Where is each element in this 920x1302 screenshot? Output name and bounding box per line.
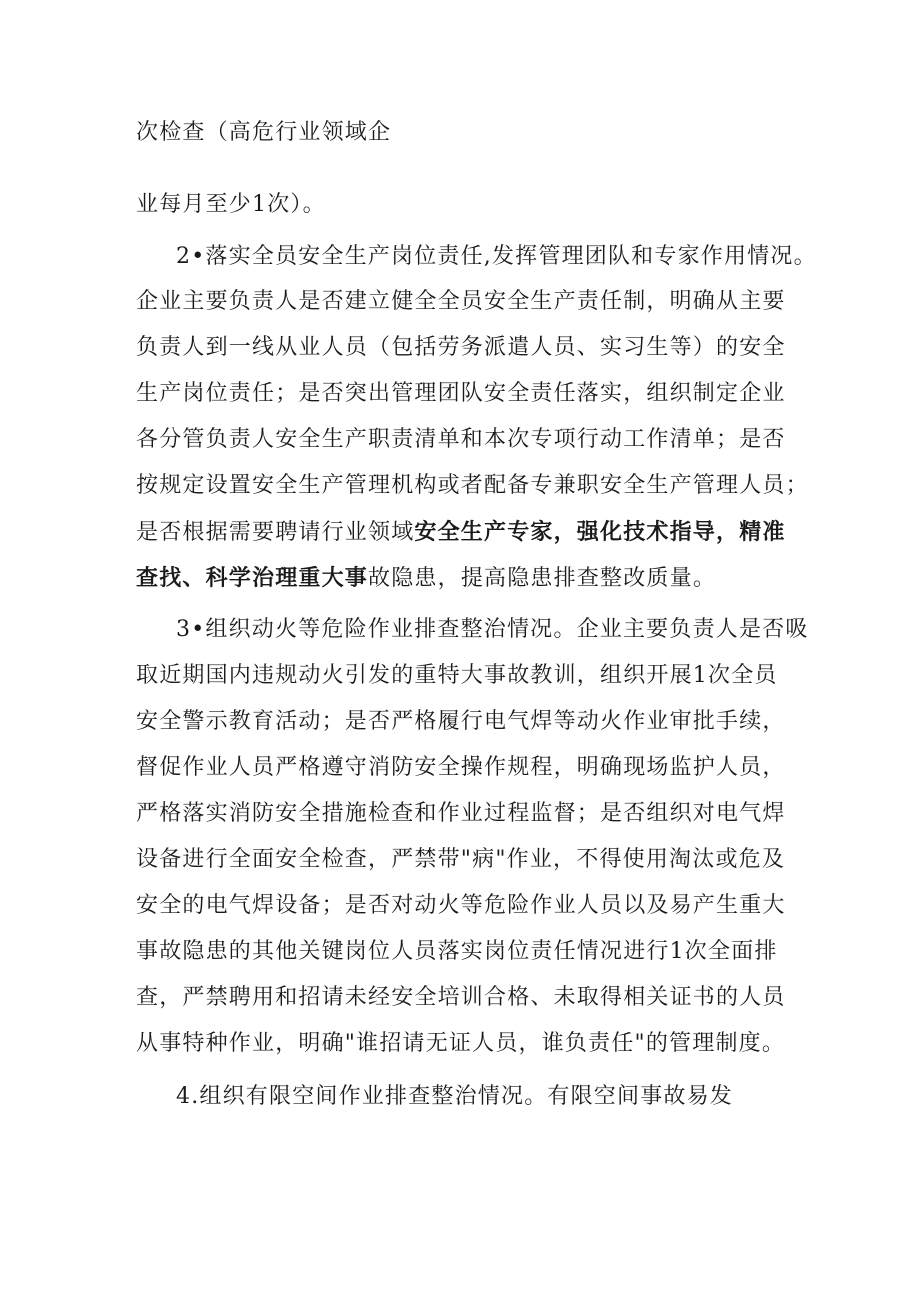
text-line: 取近期国内违规动火引发的重特大事故教训，组织开展1次全员 [136, 663, 778, 688]
text-line: 督促作业人员严格遵守消防安全操作规程，明确现场监护人员， [136, 755, 786, 780]
text-line [136, 517, 786, 548]
paragraph-3-heading: 3•组织动火等危险作业排查整治情况。企业主要负责人是否吸 [176, 617, 809, 642]
text-line: 从事特种作业，明确"谁招请无证人员，谁负责任"的管理制度。 [136, 1031, 786, 1056]
text-span: 是否根据需要聘请行业领域 [136, 520, 415, 545]
text-span-bold: 查找、科学治理重大事 [136, 565, 369, 591]
text-line: 企业主要负责人是否建立健全全员安全生产责任制，明确从主要 [136, 289, 786, 314]
text-line: 安全警示教育活动；是否严格履行电气焊等动火作业审批手续， [136, 709, 786, 734]
text-line: 设备进行全面安全检查，严禁带"病"作业，不得使用淘汰或危及 [136, 847, 786, 872]
text-line: 查，严禁聘用和招请未经安全培训合格、未取得相关证书的人员 [136, 985, 786, 1010]
text-line [136, 563, 716, 594]
text-span: 故隐患，提高隐患排查整改质量。 [368, 566, 717, 591]
text-line: 严格落实消防安全措施检查和作业过程监督；是否组织对电气焊 [136, 801, 786, 826]
text-line: 生产岗位责任；是否突出管理团队安全责任落实，组织制定企业 [136, 381, 786, 406]
text-line: 按规定设置安全生产管理机构或者配备专兼职安全生产管理人员； [136, 473, 809, 498]
paragraph-4-heading: 4.组织有限空间作业排查整治情况。有限空间事故易发 [176, 1084, 733, 1109]
text-line: 次检查（高危行业领域企 [136, 120, 392, 145]
text-span-bold: 安全生产专家，强化技术指导，精准 [414, 519, 786, 545]
text-line: 业每月至少1次）。 [136, 192, 326, 217]
text-line: 各分管负责人安全生产职责清单和本次专项行动工作清单；是否 [136, 427, 786, 452]
text-line: 事故隐患的其他关键岗位人员落实岗位责任情况进行1次全面排 [136, 939, 778, 964]
paragraph-2-heading: 2•落实全员安全生产岗位责任,发挥管理团队和专家作用情况。 [176, 244, 817, 269]
text-line: 负责人到一线从业人员（包括劳务派遣人员、实习生等）的安全 [136, 335, 786, 360]
text-line: 安全的电气焊设备；是否对动火等危险作业人员以及易产生重大 [136, 893, 786, 918]
